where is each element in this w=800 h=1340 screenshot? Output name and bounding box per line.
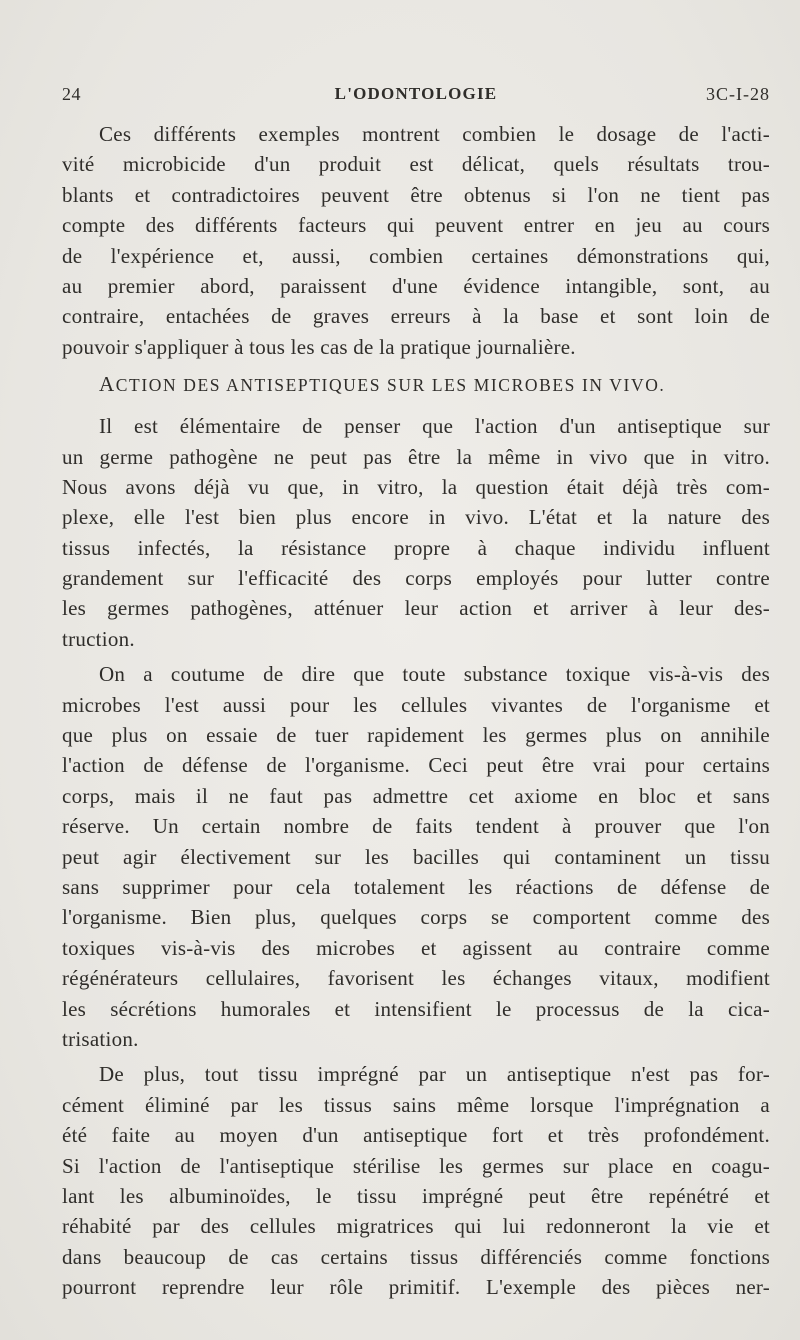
text-line: que plus on essaie de tuer rapidement les germes plus on annihile [62, 723, 770, 748]
text-line: corps, mais il ne faut pas admettre cet axiome en bloc et sans [62, 783, 770, 808]
text-line: compte des différents facteurs qui peuvent entrer en jeu au cours [62, 213, 770, 238]
paragraph-2 [62, 659, 770, 1054]
text-line: plexe, elle l'est bien plus encore in vivo. L'état et la nature des [62, 505, 770, 530]
paragraph-intro [62, 119, 770, 362]
text-line: les germes pathogènes, atténuer leur action et arriver à leur des- [62, 596, 770, 621]
text-line: dans beaucoup de cas certains tissus différenciés comme fonctions [62, 1244, 770, 1269]
text-line: l'action de défense de l'organisme. Ceci peut être vrai pour certains [62, 753, 770, 778]
text-line: régénérateurs cellulaires, favorisent les échanges vitaux, modifient [62, 966, 770, 991]
journal-title: L'ODONTOLOGIE [334, 84, 498, 103]
text-line: truction. [62, 626, 135, 651]
text-line: tissus infectés, la résistance propre à chaque individu influent [62, 535, 770, 560]
text-line: lant les albuminoïdes, le tissu imprégné peut être repénétré et [62, 1183, 770, 1208]
text-line: Nous avons déjà vu que, in vitro, la question était déjà très com- [62, 474, 770, 499]
text-line: un germe pathogène ne peut pas être la même in vivo que in vitro. [62, 444, 770, 469]
text-line: réhabité par des cellules migratrices qui lui redonneront la vie et [62, 1214, 770, 1239]
running-header [62, 84, 770, 110]
text-line: peut agir électivement sur les bacilles qui contaminent un tissu [62, 844, 770, 869]
page-number: 24 [62, 84, 81, 104]
text-line: microbes l'est aussi pour les cellules vivantes de l'organisme et [62, 692, 770, 717]
text-line: été faite au moyen d'un antiseptique fort et très profondément. [62, 1123, 770, 1148]
section-heading [62, 369, 770, 399]
text-line: Il est élémentaire de penser que l'action d'un antiseptique sur [99, 414, 770, 439]
text-line: toxiques vis-à-vis des microbes et agissent au contraire comme [62, 935, 770, 960]
text-line: les sécrétions humorales et intensifient le processus de la cica- [62, 996, 770, 1021]
text-line: blants et contradictoires peuvent être obtenus si l'on ne tient pas [62, 182, 770, 207]
text-line: vité microbicide d'un produit est délicat, quels résultats trou- [62, 152, 770, 177]
section-heading-initial: A [99, 372, 116, 397]
text-line: pouvoir s'appliquer à tous les cas de la pratique journalière. [62, 334, 576, 359]
text-line: On a coutume de dire que toute substance toxique vis-à-vis des [99, 662, 770, 687]
paragraph-1 [62, 411, 770, 654]
text-line: Si l'action de l'antiseptique stérilise les germes sur place en coagu- [62, 1153, 770, 1178]
text-line: de l'expérience et, aussi, combien certaines démonstrations qui, [62, 243, 770, 268]
text-line: pourront reprendre leur rôle primitif. L'exemple des pièces ner- [62, 1275, 770, 1300]
body-text [62, 119, 770, 1302]
text-line: contraire, entachées de graves erreurs à la base et sont loin de [62, 304, 770, 329]
text-line: Ces différents exemples montrent combien le dosage de l'acti- [99, 122, 770, 146]
text-line: au premier abord, paraissent d'une évidence intangible, sont, au [62, 273, 770, 298]
text-line: l'organisme. Bien plus, quelques corps se comportent comme des [62, 905, 770, 930]
text-line: trisation. [62, 1026, 139, 1051]
text-line: cément éliminé par les tissus sains même lorsque l'imprégnation a [62, 1092, 770, 1117]
text-line: réserve. Un certain nombre de faits tendent à prouver que l'on [62, 814, 770, 839]
paragraph-3 [62, 1059, 770, 1302]
section-heading-text: CTION DES ANTISEPTIQUES SUR LES MICROBES IN VIVO. [115, 375, 666, 396]
text-line: grandement sur l'efficacité des corps employés pour lutter contre [62, 566, 770, 591]
text-line: sans supprimer pour cela totalement les réactions de défense de [62, 874, 770, 899]
text-line: De plus, tout tissu imprégné par un antiseptique n'est pas for- [99, 1062, 770, 1087]
issue-date: 3C-I-28 [706, 84, 770, 104]
